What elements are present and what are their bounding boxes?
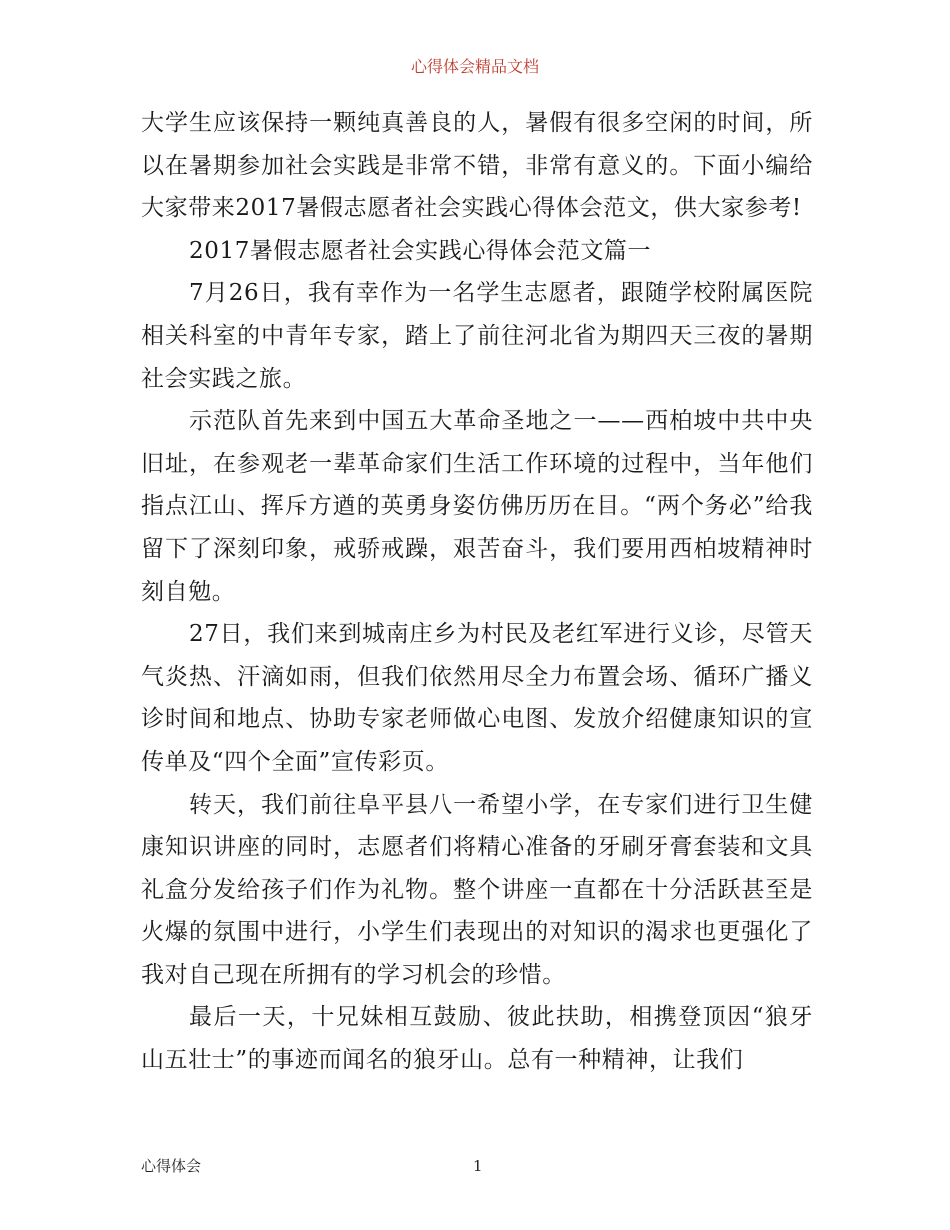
section-heading: 2017暑假志愿者社会实践心得体会范文篇一: [189, 237, 652, 264]
paragraph-27th-clinic: 27日，我们来到城南庄乡为村民及老红军进行义诊，尽管天气炎热、汗滴如雨，但我们依然用尽全力布置会场、循环广播义诊时间和地点、协助专家老师做心电图、发放介绍健康知识的宣传单及“四个全面”宣传彩页。: [141, 621, 813, 775]
page-footer: [141, 1156, 813, 1180]
document-body: [141, 102, 813, 1082]
paragraph-july-26: 7月26日，我有幸作为一名学生志愿者，跟随学校附属医院相关科室的中青年专家，踏上了前往河北省为期四天三夜的暑期社会实践之旅。: [141, 280, 813, 392]
footer-label: 心得体会: [141, 1157, 202, 1175]
paragraph-xibaipo: 示范队首先来到中国五大革命圣地之一——西柏坡中共中央旧址，在参观老一辈革命家们生活工作环境的过程中，当年他们指点江山、挥斥方遒的英勇身姿仿佛历历在目。“两个务必”给我留下了深刻印象，戒骄戒躁，艰苦奋斗，我们要用西柏坡精神时刻自勉。: [141, 408, 813, 605]
paragraph-school-visit: 转天，我们前往阜平县八一希望小学，在专家们进行卫生健康知识讲座的同时，志愿者们将精心准备的牙刷牙膏套装和文具礼盒分发给孩子们作为礼物。整个讲座一直都在十分活跃甚至是火爆的氛围中进行，小学生们表现出的对知识的渴求也更强化了我对自己现在所拥有的学习机会的珍惜。: [141, 791, 813, 988]
page-header: 心得体会精品文档: [410, 57, 539, 76]
paragraph-intro: 大学生应该保持一颗纯真善良的人，暑假有很多空闲的时间，所以在暑期参加社会实践是非常不错，非常有意义的。下面小编给大家带来2017暑假志愿者社会实践心得体会范文，供大家参考!: [141, 110, 813, 222]
paragraph-langya-mountain: 最后一天，十兄妹相互鼓励、彼此扶助，相携登顶因“狼牙山五壮士”的事迹而闻名的狼牙山。总有一种精神，让我们: [141, 1004, 813, 1074]
page-number: 1: [473, 1157, 483, 1175]
